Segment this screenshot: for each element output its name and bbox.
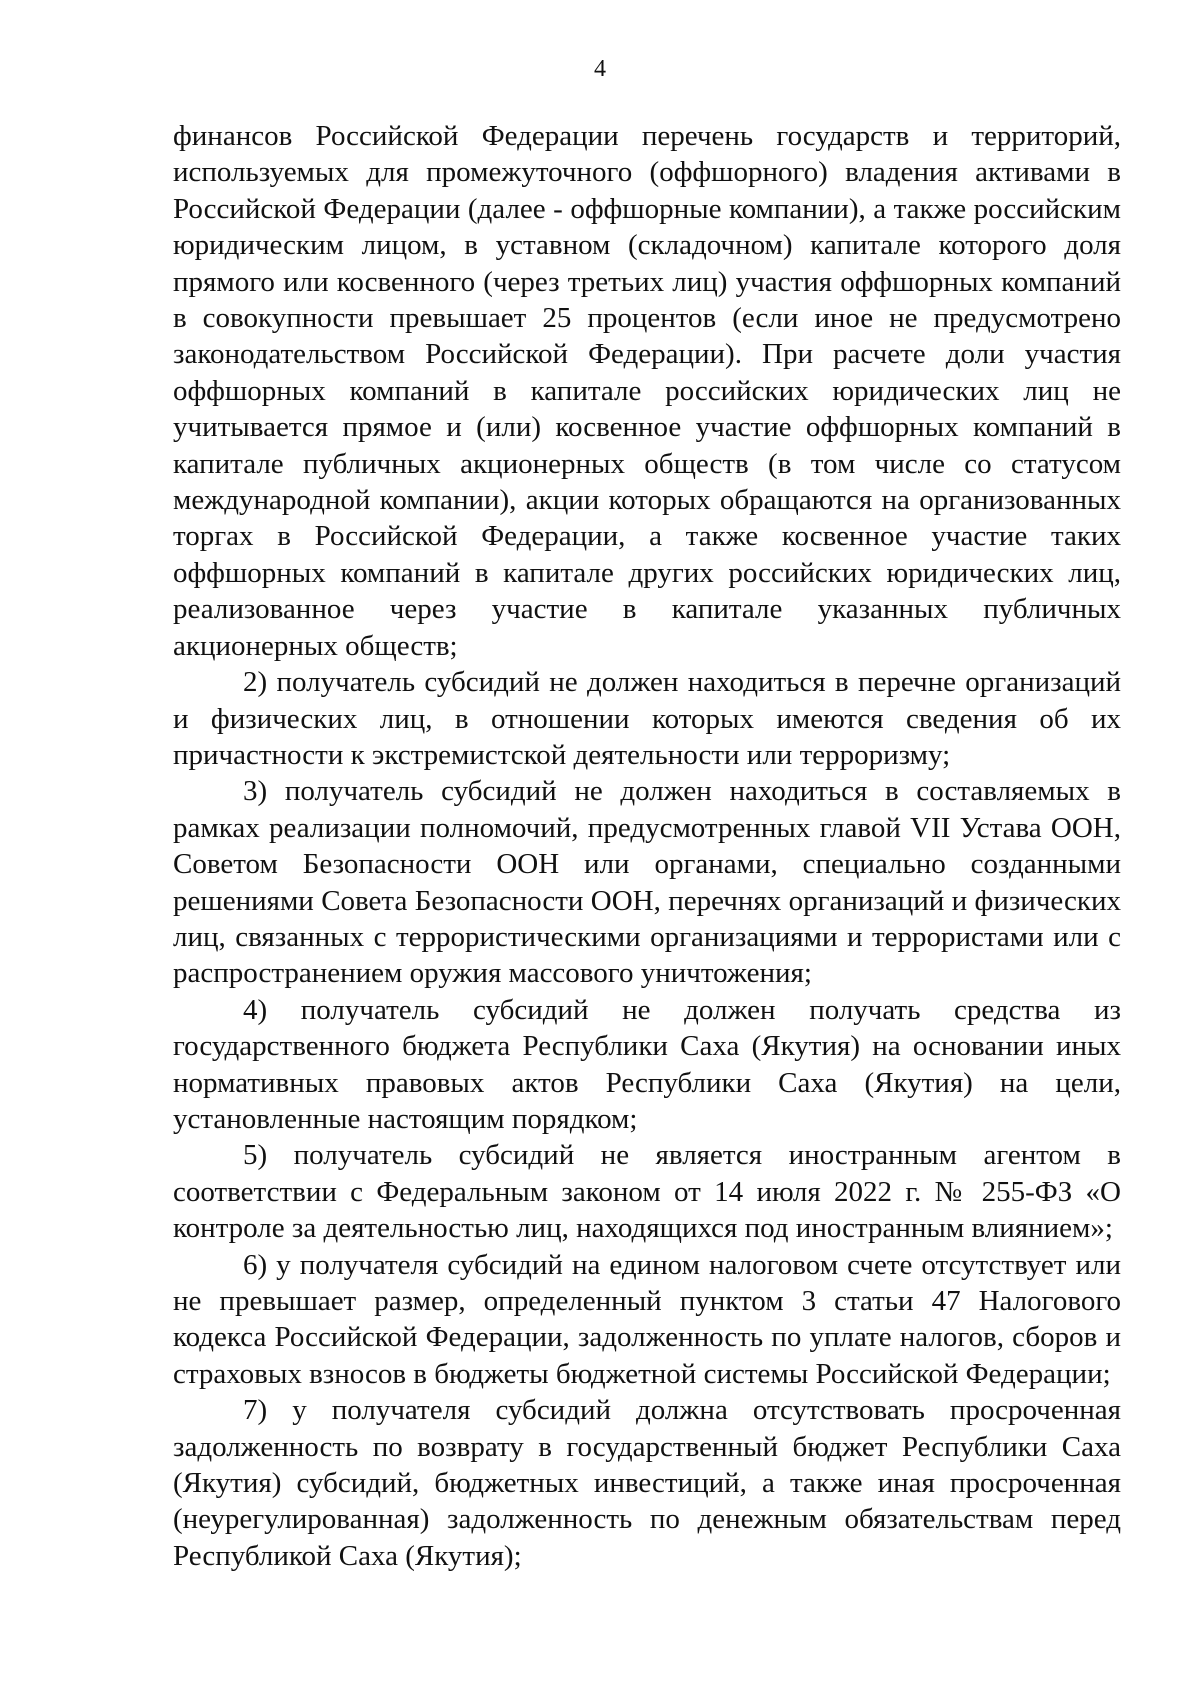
paragraph-item-7: 7) у получателя субсидий должна отсутствовать просроченная задолженность по возврату в государственный бюджет Республики Саха (Якутия) субсидий, бюджетных инвестиций, а также иная просроченная (неурегулированная) задолженность по денежным обязательствам перед Республикой Саха (Якутия); [173, 1394, 1121, 1572]
paragraph-offshore-continuation: финансов Российской Федерации перечень государств и территорий, используемых для промежуточного (оффшорного) владения активами в Российской Федерации (далее - оффшорные компании), а также российским юридическим лицом, в уставном (складочном) капитале которого доля прямого или косвенного (через третьих лиц) участия оффшорных компаний в совокупности превышает 25 процентов (если иное не предусмотрено законодательством Российской Федерации). При расчете доли участия оффшорных компаний в капитале российских юридических лиц не учитывается прямое и (или) косвенное участие оффшорных компаний в капитале публичных акционерных обществ (в том числе со статусом международной компании), акции которых обращаются на организованных торгах в Российской Федерации, а также косвенное участие таких оффшорных компаний в капитале других российских юридических лиц, реализованное через участие в капитале указанных публичных акционерных обществ; [173, 120, 1121, 662]
paragraph-item-6: 6) у получателя субсидий на едином налоговом счете отсутствует или не превышает размер, определенный пунктом 3 статьи 47 Налогового кодекса Российской Федерации, задолженность по уплате налогов, сборов и страховых взносов в бюджеты бюджетной системы Российской Федерации; [173, 1248, 1121, 1390]
document-body [173, 118, 1121, 1574]
page-number: 4 [594, 56, 606, 82]
paragraph-item-2: 2) получатель субсидий не должен находиться в перечне организаций и физических лиц, в отношении которых имеются сведения об их причастности к экстремистской деятельности или терроризму; [173, 666, 1121, 771]
paragraph-item-3: 3) получатель субсидий не должен находиться в составляемых в рамках реализации полномочий, предусмотренных главой VII Устава ООН, Советом Безопасности ООН или органами, специально созданными решениями Совета Безопасности ООН, перечнях организаций и физических лиц, связанных с террористическими организациями и террористами или с распространением оружия массового уничтожения; [173, 775, 1121, 990]
paragraph-item-5: 5) получатель субсидий не является иностранным агентом в соответствии с Федеральным законом от 14 июля 2022 г. № 255-ФЗ «О контроле за деятельностью лиц, находящихся под иностранным влиянием»; [173, 1139, 1121, 1245]
paragraph-item-4: 4) получатель субсидий не должен получать средства из государственного бюджета Республики Саха (Якутия) на основании иных нормативных правовых актов Республики Саха (Якутия) на цели, установленные настоящим порядком; [173, 993, 1121, 1135]
